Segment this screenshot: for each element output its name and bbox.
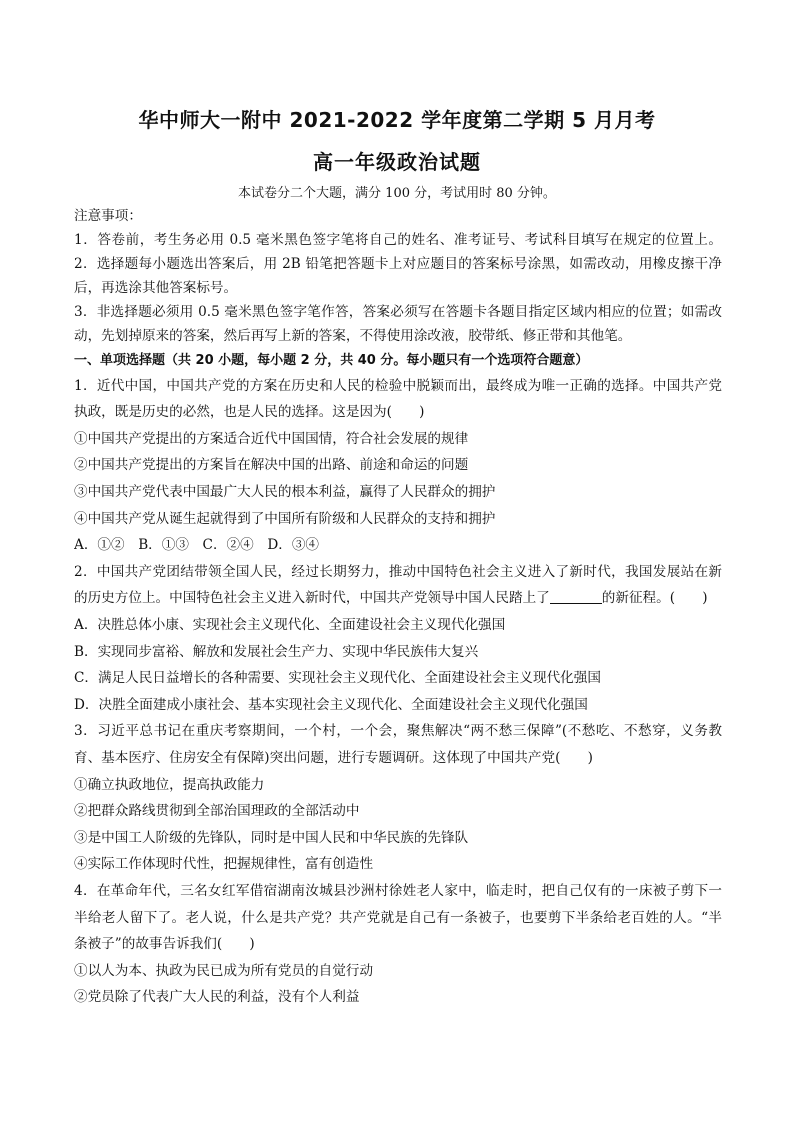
question-1-item: ③中国共产党代表中国最广大人民的根本利益，赢得了人民群众的拥护 (74, 484, 496, 501)
question-1-item: ④中国共产党从诞生起就得到了中国所有阶级和人民群众的支持和拥护 (74, 510, 496, 527)
notice-line: 后，再选涂其他答案标号。 (74, 280, 238, 297)
question-3-item: ①确立执政地位，提高执政能力 (74, 776, 265, 793)
question-4-stem: 4．在革命年代，三名女红军借宿湖南汝城县沙洲村徐姓老人家中，临走时，把自己仅有的一床被子剪下一 (74, 882, 722, 899)
answer-blank (550, 589, 602, 604)
question-1-item: ①中国共产党提出的方案适合近代中国国情，符合社会发展的规律 (74, 430, 469, 447)
question-3-item: ②把群众路线贯彻到全部治国理政的全部活动中 (74, 803, 360, 820)
notice-line: 2．选择题每小题选出答案后，用 2B 铅笔把答题卡上对应题目的答案标号涂黑，如需改动，用橡皮擦干净 (74, 256, 722, 273)
question-4-item: ①以人为本、执政为民已成为所有党员的自觉行动 (74, 962, 374, 979)
question-3-stem: 育、基本医疗、住房安全有保障)突出问题，进行专题调研。这体现了中国共产党( ) (74, 749, 593, 766)
section-heading: 一、单项选择题（共 20 小题，每小题 2 分，共 40 分。每小题只有一个选项符合题意） (74, 352, 589, 368)
exam-subtitle: 高一年级政治试题 (313, 150, 481, 174)
question-3-stem: 3．习近平总书记在重庆考察期间，一个村，一个会，聚焦解决“两不愁三保障”(不愁吃、不愁穿，义务教 (74, 723, 722, 740)
question-2-option: D．决胜全面建成小康社会、基本实现社会主义现代化、全面建设社会主义现代化强国 (74, 696, 588, 713)
exam-info: 本试卷分二个大题，满分 100 分，考试用时 80 分钟。 (238, 186, 556, 201)
question-2-option: C．满足人民日益增长的各种需要、实现社会主义现代化、全面建设社会主义现代化强国 (74, 670, 601, 687)
exam-body (74, 204, 722, 1011)
question-2-stem: 2．中国共产党团结带领全国人民，经过长期努力，推动中国特色社会主义进入了新时代，我国发展站在新 (74, 563, 722, 580)
question-4-stem: 半给老人留下了。老人说，什么是共产党？共产党就是自己有一条被子，也要剪下半条给老百姓的人。“半 (74, 909, 722, 926)
exam-title: 华中师大一附中 2021-2022 学年度第二学期 5 月月考 (138, 108, 656, 132)
notice-line: 1．答卷前，考生务必用 0.5 毫米黑色签字笔将自己的姓名、准考证号、考试科目填写在规定的位置上。 (74, 232, 722, 249)
question-2-stem-before: 的历史方位上。中国特色社会主义进入新时代，中国共产党领导中国人民踏上了 (74, 590, 550, 607)
question-1-stem: 执政，既是历史的必然，也是人民的选择。这是因为( ) (74, 404, 425, 421)
question-1-stem: 1．近代中国，中国共产党的方案在历史和人民的检验中脱颖而出，最终成为唯一正确的选择。中国共产党 (74, 377, 722, 394)
question-2-option: A．决胜总体小康、实现社会主义现代化、全面建设社会主义现代化强国 (74, 617, 506, 633)
question-2-stem (74, 585, 722, 612)
question-4-stem: 条被子”的故事告诉我们( ) (74, 936, 255, 953)
notice-line: 3．非选择题必须用 0.5 毫米黑色签字笔作答，答案必须写在答题卡各题目指定区域内相应的位置；如需改 (74, 304, 722, 321)
question-3-item: ③是中国工人阶级的先锋队，同时是中国人民和中华民族的先锋队 (74, 829, 469, 846)
question-2-option: B．实现同步富裕、解放和发展社会生产力、实现中华民族伟大复兴 (74, 643, 479, 660)
question-2-stem-after: 的新征程。( ) (601, 590, 708, 607)
notice-heading: 注意事项： (74, 208, 142, 224)
question-3-item: ④实际工作体现时代性，把握规律性，富有创造性 (74, 856, 374, 873)
question-4-item: ②党员除了代表广大人民的利益，没有个人利益 (74, 989, 360, 1006)
question-1-options: A．①② B．①③ C．②④ D．③④ (74, 537, 320, 554)
notice-line: 动，先划掉原来的答案，然后再写上新的答案，不得使用涂改液，胶带纸、修正带和其他笔。 (74, 328, 632, 345)
question-1-item: ②中国共产党提出的方案旨在解决中国的出路、前途和命运的问题 (74, 457, 469, 474)
